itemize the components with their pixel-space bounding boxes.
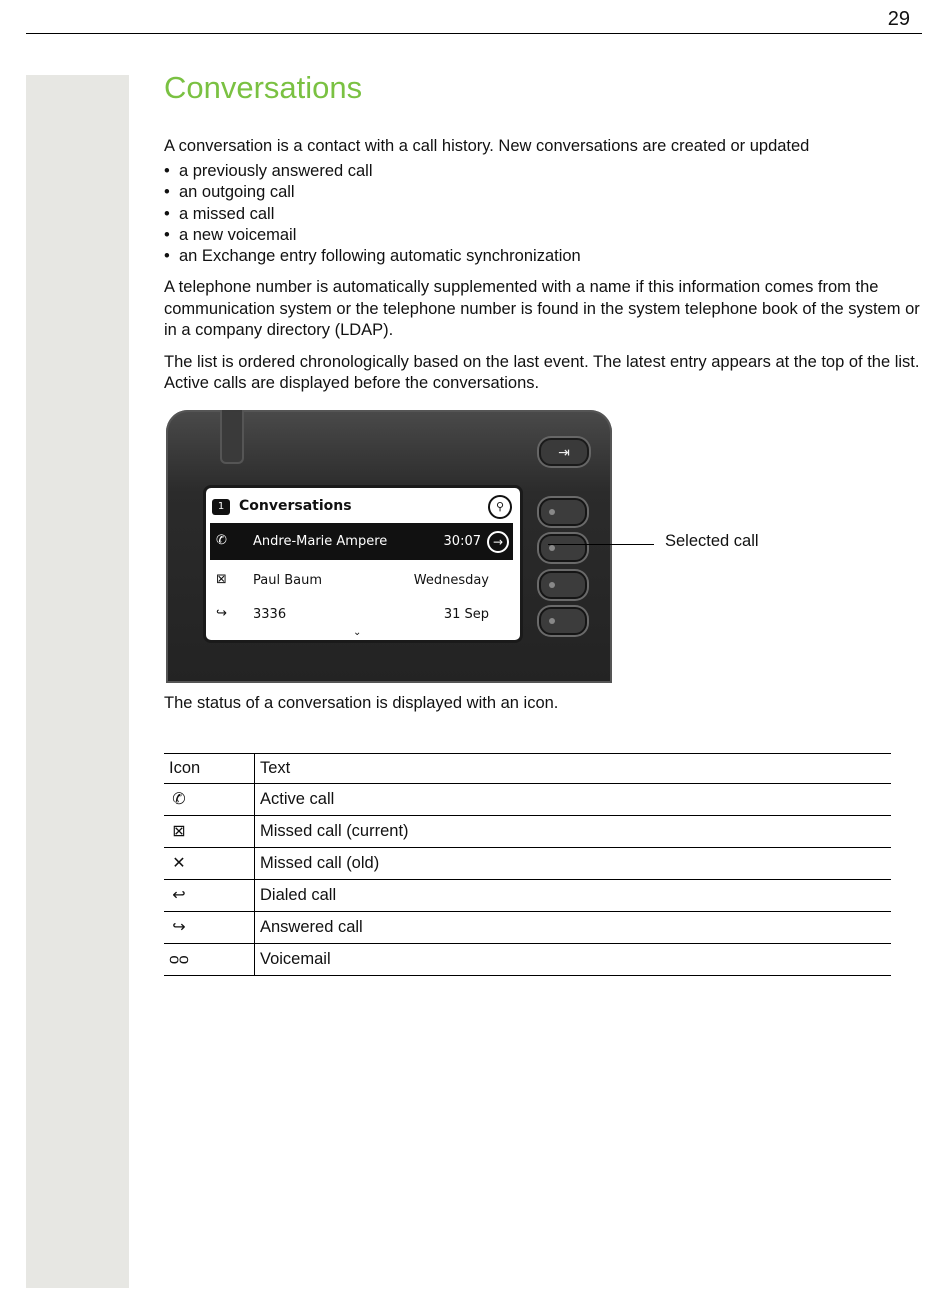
table-row <box>164 880 891 912</box>
contact-name: 3336 <box>253 607 287 622</box>
answered-call-icon: ↪ <box>216 606 227 621</box>
soft-key <box>539 498 587 526</box>
dialed-call-icon: ↩ <box>172 887 186 904</box>
bullet-item: • an outgoing call <box>164 182 924 203</box>
conversation-row <box>210 523 513 560</box>
call-time: 31 Sep <box>443 607 489 622</box>
search-icon: ⚲ <box>488 495 512 519</box>
callout-line <box>548 544 654 545</box>
call-time: Wednesday <box>413 573 489 588</box>
screen-badge: 1 <box>212 499 230 515</box>
bullet-item: • a new voicemail <box>164 225 924 246</box>
contact-name: Paul Baum <box>253 573 322 588</box>
paragraph-number-lookup: A telephone number is automatically supplemented with a name if this information comes from the communication system or the telephone number is found in the system telephone book of the system or in a company directory (LDAP). <box>164 278 920 340</box>
page-number: 29 <box>887 8 910 30</box>
column-header-icon: Icon <box>164 754 255 784</box>
table-row <box>164 912 891 944</box>
soft-key <box>539 534 587 562</box>
soft-key <box>539 571 587 599</box>
table-cell-text: Dialed call <box>255 880 892 912</box>
bullet-item: • an Exchange entry following automatic synchronization <box>164 246 924 267</box>
table-row <box>164 944 891 976</box>
conversation-row <box>210 562 513 599</box>
active-call-icon: ✆ <box>216 533 227 548</box>
table-cell-text: Answered call <box>255 912 892 944</box>
active-call-icon: ✆ <box>172 791 186 808</box>
table-header-row <box>164 754 891 784</box>
table-cell-text: Missed call (current) <box>255 816 892 848</box>
content <box>164 60 924 395</box>
bullet-list <box>164 161 924 267</box>
chevron-down-icon: ⌄ <box>353 627 362 638</box>
arrow-right-icon: → <box>487 531 509 553</box>
contact-name: Andre-Marie Ampere <box>253 534 388 549</box>
table-row <box>164 784 891 816</box>
exit-key-icon: ⇥ <box>539 438 589 466</box>
missed-call-current-icon: ⊠ <box>216 572 227 587</box>
bullet-item: • a missed call <box>164 204 924 225</box>
screen-title: Conversations <box>239 498 352 514</box>
icon-table <box>164 753 891 976</box>
table-cell-text: Active call <box>255 784 892 816</box>
bullet-item: • a previously answered call <box>164 161 924 182</box>
conversation-row <box>210 596 513 633</box>
column-header-text: Text <box>255 754 892 784</box>
phone-screen <box>203 485 523 643</box>
handset-slot <box>220 410 244 464</box>
phone-illustration <box>166 410 612 683</box>
callout-label: Selected call <box>665 532 759 550</box>
missed-call-current-icon: ⊠ <box>172 823 186 840</box>
call-time: 30:07 <box>443 534 481 549</box>
table-cell-text: Voicemail <box>255 944 892 976</box>
side-bar <box>26 75 129 1288</box>
answered-call-icon: ↪ <box>172 919 186 936</box>
voicemail-icon: ᴑᴑ <box>169 951 189 968</box>
soft-key <box>539 607 587 635</box>
table-row <box>164 848 891 880</box>
page-title: Conversations <box>164 70 363 105</box>
missed-call-old-icon: ✕ <box>172 855 186 872</box>
paragraph-list-order: The list is ordered chronologically based on the last event. The latest entry appears at the top of the list. Active calls are displayed before the conversations. <box>164 352 920 393</box>
table-cell-text: Missed call (old) <box>255 848 892 880</box>
table-row <box>164 816 891 848</box>
header-rule <box>26 33 922 34</box>
status-text: The status of a conversation is displayed with an icon. <box>164 694 559 712</box>
intro-text: A conversation is a contact with a call history. New conversations are created or updated <box>164 137 810 155</box>
